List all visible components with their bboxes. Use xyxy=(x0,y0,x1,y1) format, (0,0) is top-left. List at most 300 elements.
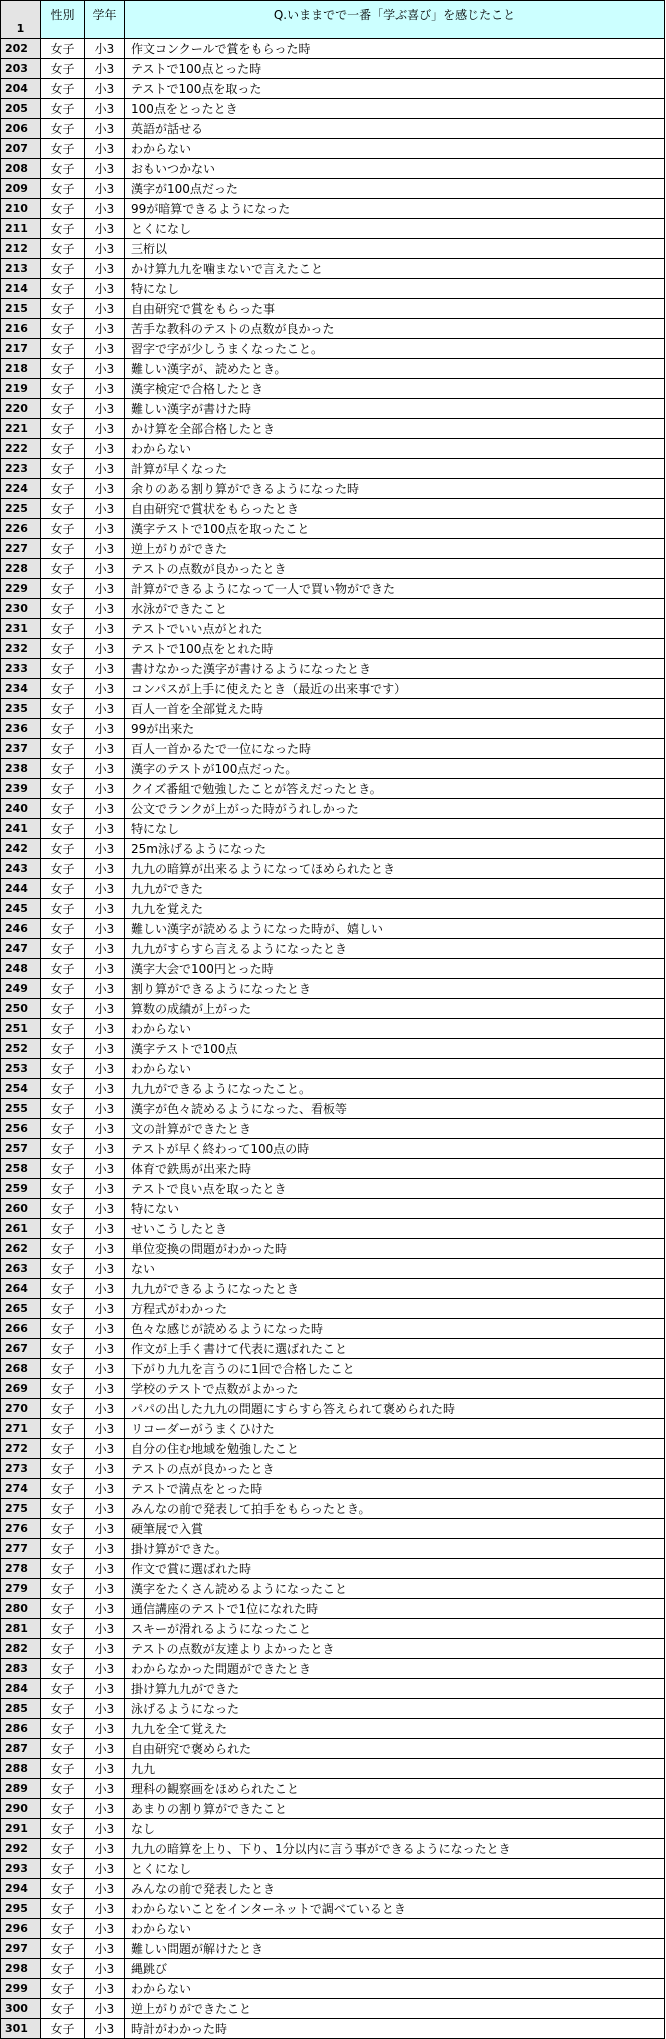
answer-cell[interactable]: テストの点数が良かったとき xyxy=(125,559,665,579)
row-number-cell[interactable]: 212 xyxy=(1,239,41,259)
answer-cell[interactable]: ない xyxy=(125,1259,665,1279)
sex-cell[interactable]: 女子 xyxy=(41,1179,85,1199)
answer-cell[interactable]: 体育で鉄馬が出来た時 xyxy=(125,1159,665,1179)
row-number-cell[interactable]: 287 xyxy=(1,1739,41,1759)
grade-cell[interactable]: 小3 xyxy=(85,1799,125,1819)
row-number-cell[interactable]: 232 xyxy=(1,639,41,659)
grade-cell[interactable]: 小3 xyxy=(85,119,125,139)
answer-cell[interactable]: 泳げるようになった xyxy=(125,1699,665,1719)
row-number-cell[interactable]: 285 xyxy=(1,1699,41,1719)
grade-cell[interactable]: 小3 xyxy=(85,779,125,799)
row-number-cell[interactable]: 261 xyxy=(1,1219,41,1239)
row-number-cell[interactable]: 237 xyxy=(1,739,41,759)
sex-cell[interactable]: 女子 xyxy=(41,1979,85,1999)
grade-cell[interactable]: 小3 xyxy=(85,1399,125,1419)
answer-cell[interactable]: 漢字テストで100点 xyxy=(125,1039,665,1059)
row-number-cell[interactable]: 253 xyxy=(1,1059,41,1079)
sex-cell[interactable]: 女子 xyxy=(41,279,85,299)
row-number-cell[interactable]: 215 xyxy=(1,299,41,319)
sex-cell[interactable]: 女子 xyxy=(41,1379,85,1399)
row-number-cell[interactable]: 213 xyxy=(1,259,41,279)
grade-cell[interactable]: 小3 xyxy=(85,1979,125,1999)
grade-cell[interactable]: 小3 xyxy=(85,1039,125,1059)
answer-cell[interactable]: 硬筆展で入賞 xyxy=(125,1519,665,1539)
grade-cell[interactable]: 小3 xyxy=(85,859,125,879)
answer-cell[interactable]: 単位変換の問題がわかった時 xyxy=(125,1239,665,1259)
answer-cell[interactable]: 逆上がりができたこと xyxy=(125,1999,665,2019)
row-number-cell[interactable]: 273 xyxy=(1,1459,41,1479)
answer-cell[interactable]: 九九の暗算が出来るようになってほめられたとき xyxy=(125,859,665,879)
sex-cell[interactable]: 女子 xyxy=(41,219,85,239)
grade-cell[interactable]: 小3 xyxy=(85,2019,125,2039)
answer-cell[interactable]: 自由研究で賞をもらった事 xyxy=(125,299,665,319)
grade-cell[interactable]: 小3 xyxy=(85,1019,125,1039)
grade-cell[interactable]: 小3 xyxy=(85,1439,125,1459)
answer-cell[interactable]: 自由研究で賞状をもらったとき xyxy=(125,499,665,519)
sex-cell[interactable]: 女子 xyxy=(41,1579,85,1599)
sex-cell[interactable]: 女子 xyxy=(41,999,85,1019)
answer-cell[interactable]: とくになし xyxy=(125,219,665,239)
answer-cell[interactable]: みんなの前で発表して拍手をもらったとき。 xyxy=(125,1499,665,1519)
grade-cell[interactable]: 小3 xyxy=(85,519,125,539)
row-number-cell[interactable]: 281 xyxy=(1,1619,41,1639)
grade-cell[interactable]: 小3 xyxy=(85,1339,125,1359)
column-header-question[interactable]: Q.いままでで一番「学ぶ喜び」を感じたこと xyxy=(125,1,665,39)
grade-cell[interactable]: 小3 xyxy=(85,1119,125,1139)
sex-cell[interactable]: 女子 xyxy=(41,1639,85,1659)
grade-cell[interactable]: 小3 xyxy=(85,1079,125,1099)
answer-cell[interactable]: 三桁以 xyxy=(125,239,665,259)
grade-cell[interactable]: 小3 xyxy=(85,739,125,759)
answer-cell[interactable]: 九九ができた xyxy=(125,879,665,899)
grade-cell[interactable]: 小3 xyxy=(85,1899,125,1919)
grade-cell[interactable]: 小3 xyxy=(85,79,125,99)
sex-cell[interactable]: 女子 xyxy=(41,439,85,459)
grade-cell[interactable]: 小3 xyxy=(85,679,125,699)
grade-cell[interactable]: 小3 xyxy=(85,99,125,119)
grade-cell[interactable]: 小3 xyxy=(85,639,125,659)
answer-cell[interactable]: 算数の成績が上がった xyxy=(125,999,665,1019)
sex-cell[interactable]: 女子 xyxy=(41,639,85,659)
row-number-cell[interactable]: 289 xyxy=(1,1779,41,1799)
row-number-cell[interactable]: 293 xyxy=(1,1859,41,1879)
row-number-cell[interactable]: 282 xyxy=(1,1639,41,1659)
row-number-cell[interactable]: 250 xyxy=(1,999,41,1019)
answer-cell[interactable]: とくになし xyxy=(125,1859,665,1879)
answer-cell[interactable]: あまりの割り算ができたこと xyxy=(125,1799,665,1819)
answer-cell[interactable]: 漢字をたくさん読めるようになったこと xyxy=(125,1579,665,1599)
answer-cell[interactable]: 学校のテストで点数がよかった xyxy=(125,1379,665,1399)
sex-cell[interactable]: 女子 xyxy=(41,139,85,159)
sex-cell[interactable]: 女子 xyxy=(41,1059,85,1079)
grade-cell[interactable]: 小3 xyxy=(85,1219,125,1239)
row-number-cell[interactable]: 262 xyxy=(1,1239,41,1259)
answer-cell[interactable]: 文の計算ができたとき xyxy=(125,1119,665,1139)
row-number-cell[interactable]: 209 xyxy=(1,179,41,199)
answer-cell[interactable]: テストでいい点がとれた xyxy=(125,619,665,639)
row-number-cell[interactable]: 207 xyxy=(1,139,41,159)
sex-cell[interactable]: 女子 xyxy=(41,239,85,259)
row-number-cell[interactable]: 246 xyxy=(1,919,41,939)
answer-cell[interactable]: 掛け算九九ができた xyxy=(125,1679,665,1699)
answer-cell[interactable]: テストで100点を取った xyxy=(125,79,665,99)
sex-cell[interactable]: 女子 xyxy=(41,1319,85,1339)
grade-cell[interactable]: 小3 xyxy=(85,899,125,919)
row-number-cell[interactable]: 296 xyxy=(1,1919,41,1939)
grade-cell[interactable]: 小3 xyxy=(85,279,125,299)
answer-cell[interactable]: 特になし xyxy=(125,819,665,839)
grade-cell[interactable]: 小3 xyxy=(85,1959,125,1979)
grade-cell[interactable]: 小3 xyxy=(85,719,125,739)
grade-cell[interactable]: 小3 xyxy=(85,199,125,219)
answer-cell[interactable]: パパの出した九九の問題にすらすら答えられて褒められた時 xyxy=(125,1399,665,1419)
row-number-cell[interactable]: 249 xyxy=(1,979,41,999)
sex-cell[interactable]: 女子 xyxy=(41,39,85,59)
sex-cell[interactable]: 女子 xyxy=(41,59,85,79)
grade-cell[interactable]: 小3 xyxy=(85,359,125,379)
sex-cell[interactable]: 女子 xyxy=(41,1879,85,1899)
sex-cell[interactable]: 女子 xyxy=(41,1339,85,1359)
row-number-cell[interactable]: 202 xyxy=(1,39,41,59)
sex-cell[interactable]: 女子 xyxy=(41,199,85,219)
grade-cell[interactable]: 小3 xyxy=(85,559,125,579)
row-number-cell[interactable]: 219 xyxy=(1,379,41,399)
sex-cell[interactable]: 女子 xyxy=(41,1999,85,2019)
sex-cell[interactable]: 女子 xyxy=(41,719,85,739)
row-number-cell[interactable]: 229 xyxy=(1,579,41,599)
sex-cell[interactable]: 女子 xyxy=(41,1139,85,1159)
row-number-cell[interactable]: 268 xyxy=(1,1359,41,1379)
answer-cell[interactable]: スキーが滑れるようになったこと xyxy=(125,1619,665,1639)
row-number-cell[interactable]: 264 xyxy=(1,1279,41,1299)
answer-cell[interactable]: 作文が上手く書けて代表に選ばれたこと xyxy=(125,1339,665,1359)
grade-cell[interactable]: 小3 xyxy=(85,1719,125,1739)
grade-cell[interactable]: 小3 xyxy=(85,579,125,599)
grade-cell[interactable]: 小3 xyxy=(85,399,125,419)
answer-cell[interactable]: 漢字検定で合格したとき xyxy=(125,379,665,399)
sex-cell[interactable]: 女子 xyxy=(41,1539,85,1559)
grade-cell[interactable]: 小3 xyxy=(85,139,125,159)
answer-cell[interactable]: リコーダーがうまくひけた xyxy=(125,1419,665,1439)
grade-cell[interactable]: 小3 xyxy=(85,59,125,79)
row-number-cell[interactable]: 257 xyxy=(1,1139,41,1159)
answer-cell[interactable]: わからないことをインターネットで調べているとき xyxy=(125,1899,665,1919)
row-number-cell[interactable]: 216 xyxy=(1,319,41,339)
sex-cell[interactable]: 女子 xyxy=(41,779,85,799)
row-number-cell[interactable]: 214 xyxy=(1,279,41,299)
sex-cell[interactable]: 女子 xyxy=(41,759,85,779)
grade-cell[interactable]: 小3 xyxy=(85,419,125,439)
grade-cell[interactable]: 小3 xyxy=(85,1819,125,1839)
answer-cell[interactable]: 計算が早くなった xyxy=(125,459,665,479)
sex-cell[interactable]: 女子 xyxy=(41,419,85,439)
answer-cell[interactable]: 漢字が100点だった xyxy=(125,179,665,199)
row-number-cell[interactable]: 222 xyxy=(1,439,41,459)
sex-cell[interactable]: 女子 xyxy=(41,1159,85,1179)
grade-cell[interactable]: 小3 xyxy=(85,479,125,499)
grade-cell[interactable]: 小3 xyxy=(85,259,125,279)
sex-cell[interactable]: 女子 xyxy=(41,1919,85,1939)
answer-cell[interactable]: 九九を覚えた xyxy=(125,899,665,919)
sex-cell[interactable]: 女子 xyxy=(41,1739,85,1759)
row-number-cell[interactable]: 276 xyxy=(1,1519,41,1539)
answer-cell[interactable]: 九九ができるようになったとき xyxy=(125,1279,665,1299)
sex-cell[interactable]: 女子 xyxy=(41,1099,85,1119)
answer-cell[interactable]: 下がり九九を言うのに1回で合格したこと xyxy=(125,1359,665,1379)
answer-cell[interactable]: テストで満点をとった時 xyxy=(125,1479,665,1499)
sex-cell[interactable]: 女子 xyxy=(41,259,85,279)
sex-cell[interactable]: 女子 xyxy=(41,799,85,819)
row-number-cell[interactable]: 256 xyxy=(1,1119,41,1139)
row-number-cell[interactable]: 291 xyxy=(1,1819,41,1839)
answer-cell[interactable]: 99が暗算できるようになった xyxy=(125,199,665,219)
row-number-cell[interactable]: 266 xyxy=(1,1319,41,1339)
grade-cell[interactable]: 小3 xyxy=(85,659,125,679)
row-number-cell[interactable]: 272 xyxy=(1,1439,41,1459)
row-number-cell[interactable]: 301 xyxy=(1,2019,41,2039)
sex-cell[interactable]: 女子 xyxy=(41,1659,85,1679)
answer-cell[interactable]: 百人一首かるたで一位になった時 xyxy=(125,739,665,759)
grade-cell[interactable]: 小3 xyxy=(85,1779,125,1799)
grade-cell[interactable]: 小3 xyxy=(85,1659,125,1679)
sex-cell[interactable]: 女子 xyxy=(41,299,85,319)
sex-cell[interactable]: 女子 xyxy=(41,1199,85,1219)
sex-cell[interactable]: 女子 xyxy=(41,1799,85,1819)
sex-cell[interactable]: 女子 xyxy=(41,1839,85,1859)
row-number-cell[interactable]: 295 xyxy=(1,1899,41,1919)
sex-cell[interactable]: 女子 xyxy=(41,939,85,959)
sex-cell[interactable]: 女子 xyxy=(41,1439,85,1459)
grade-cell[interactable]: 小3 xyxy=(85,499,125,519)
sex-cell[interactable]: 女子 xyxy=(41,319,85,339)
sex-cell[interactable]: 女子 xyxy=(41,339,85,359)
sex-cell[interactable]: 女子 xyxy=(41,119,85,139)
row-number-cell[interactable]: 247 xyxy=(1,939,41,959)
sex-cell[interactable]: 女子 xyxy=(41,1359,85,1379)
grade-cell[interactable]: 小3 xyxy=(85,1259,125,1279)
row-number-cell[interactable]: 260 xyxy=(1,1199,41,1219)
sex-cell[interactable]: 女子 xyxy=(41,899,85,919)
sex-cell[interactable]: 女子 xyxy=(41,1779,85,1799)
answer-cell[interactable]: わからなかった問題ができたとき xyxy=(125,1659,665,1679)
sex-cell[interactable]: 女子 xyxy=(41,1939,85,1959)
row-number-cell[interactable]: 241 xyxy=(1,819,41,839)
row-number-cell[interactable]: 217 xyxy=(1,339,41,359)
row-number-cell[interactable]: 251 xyxy=(1,1019,41,1039)
row-number-cell[interactable]: 270 xyxy=(1,1399,41,1419)
answer-cell[interactable]: 習字で字が少しうまくなったこと。 xyxy=(125,339,665,359)
grade-cell[interactable]: 小3 xyxy=(85,1599,125,1619)
sex-cell[interactable]: 女子 xyxy=(41,739,85,759)
grade-cell[interactable]: 小3 xyxy=(85,219,125,239)
sex-cell[interactable]: 女子 xyxy=(41,179,85,199)
row-number-cell[interactable]: 227 xyxy=(1,539,41,559)
sex-cell[interactable]: 女子 xyxy=(41,839,85,859)
answer-cell[interactable]: わからない xyxy=(125,1979,665,1999)
sex-cell[interactable]: 女子 xyxy=(41,1259,85,1279)
answer-cell[interactable]: かけ算を全部合格したとき xyxy=(125,419,665,439)
answer-cell[interactable]: 漢字のテストが100点だった。 xyxy=(125,759,665,779)
answer-cell[interactable]: 九九 xyxy=(125,1759,665,1779)
answer-cell[interactable]: おもいつかない xyxy=(125,159,665,179)
row-number-cell[interactable]: 210 xyxy=(1,199,41,219)
answer-cell[interactable]: せいこうしたとき xyxy=(125,1219,665,1239)
grade-cell[interactable]: 小3 xyxy=(85,959,125,979)
sex-cell[interactable]: 女子 xyxy=(41,879,85,899)
grade-cell[interactable]: 小3 xyxy=(85,819,125,839)
answer-cell[interactable]: クイズ番組で勉強したことが答えだったとき。 xyxy=(125,779,665,799)
answer-cell[interactable]: 作文で賞に選ばれた時 xyxy=(125,1559,665,1579)
sex-cell[interactable]: 女子 xyxy=(41,1119,85,1139)
grade-cell[interactable]: 小3 xyxy=(85,1699,125,1719)
row-number-cell[interactable]: 245 xyxy=(1,899,41,919)
grade-cell[interactable]: 小3 xyxy=(85,319,125,339)
row-number-cell[interactable]: 279 xyxy=(1,1579,41,1599)
answer-cell[interactable]: 色々な感じが読めるようになった時 xyxy=(125,1319,665,1339)
row-number-cell[interactable]: 243 xyxy=(1,859,41,879)
sex-cell[interactable]: 女子 xyxy=(41,99,85,119)
sex-cell[interactable]: 女子 xyxy=(41,1499,85,1519)
sex-cell[interactable]: 女子 xyxy=(41,859,85,879)
grade-cell[interactable]: 小3 xyxy=(85,1359,125,1379)
row-number-cell[interactable]: 234 xyxy=(1,679,41,699)
column-header-grade[interactable]: 学年 xyxy=(85,1,125,39)
row-number-cell[interactable]: 224 xyxy=(1,479,41,499)
grade-cell[interactable]: 小3 xyxy=(85,1199,125,1219)
answer-cell[interactable]: テストで100点とった時 xyxy=(125,59,665,79)
row-number-cell[interactable]: 254 xyxy=(1,1079,41,1099)
answer-cell[interactable]: 理科の観察画をほめられたこと xyxy=(125,1779,665,1799)
answer-cell[interactable]: 漢字テストで100点を取ったこと xyxy=(125,519,665,539)
grade-cell[interactable]: 小3 xyxy=(85,1539,125,1559)
row-number-cell[interactable]: 300 xyxy=(1,1999,41,2019)
sex-cell[interactable]: 女子 xyxy=(41,1899,85,1919)
sex-cell[interactable]: 女子 xyxy=(41,619,85,639)
sex-cell[interactable]: 女子 xyxy=(41,1279,85,1299)
sex-cell[interactable]: 女子 xyxy=(41,1699,85,1719)
answer-cell[interactable]: 99が出来た xyxy=(125,719,665,739)
grade-cell[interactable]: 小3 xyxy=(85,879,125,899)
answer-cell[interactable]: 百人一首を全部覚えた時 xyxy=(125,699,665,719)
sex-cell[interactable]: 女子 xyxy=(41,379,85,399)
row-number-cell[interactable]: 297 xyxy=(1,1939,41,1959)
answer-cell[interactable]: 100点をとったとき xyxy=(125,99,665,119)
grade-cell[interactable]: 小3 xyxy=(85,1879,125,1899)
column-header-sex[interactable]: 性別 xyxy=(41,1,85,39)
answer-cell[interactable]: 九九を全て覚えた xyxy=(125,1719,665,1739)
sex-cell[interactable]: 女子 xyxy=(41,499,85,519)
answer-cell[interactable]: かけ算九九を噛まないで言えたこと xyxy=(125,259,665,279)
row-number-cell[interactable]: 269 xyxy=(1,1379,41,1399)
row-number-cell[interactable]: 240 xyxy=(1,799,41,819)
grade-cell[interactable]: 小3 xyxy=(85,839,125,859)
grade-cell[interactable]: 小3 xyxy=(85,599,125,619)
grade-cell[interactable]: 小3 xyxy=(85,919,125,939)
sex-cell[interactable]: 女子 xyxy=(41,1759,85,1779)
row-number-cell[interactable]: 248 xyxy=(1,959,41,979)
grade-cell[interactable]: 小3 xyxy=(85,619,125,639)
answer-cell[interactable]: テストで100点をとれた時 xyxy=(125,639,665,659)
grade-cell[interactable]: 小3 xyxy=(85,1099,125,1119)
grade-cell[interactable]: 小3 xyxy=(85,1299,125,1319)
row-number-cell[interactable]: 258 xyxy=(1,1159,41,1179)
answer-cell[interactable]: 自分の住む地域を勉強したこと xyxy=(125,1439,665,1459)
sex-cell[interactable]: 女子 xyxy=(41,959,85,979)
grade-cell[interactable]: 小3 xyxy=(85,159,125,179)
answer-cell[interactable]: わからない xyxy=(125,1019,665,1039)
grade-cell[interactable]: 小3 xyxy=(85,1999,125,2019)
sex-cell[interactable]: 女子 xyxy=(41,1619,85,1639)
row-number-cell[interactable]: 211 xyxy=(1,219,41,239)
grade-cell[interactable]: 小3 xyxy=(85,1139,125,1159)
grade-cell[interactable]: 小3 xyxy=(85,1179,125,1199)
sex-cell[interactable]: 女子 xyxy=(41,1239,85,1259)
answer-cell[interactable]: 難しい漢字が読めるようになった時が、嬉しい xyxy=(125,919,665,939)
sex-cell[interactable]: 女子 xyxy=(41,1819,85,1839)
answer-cell[interactable]: わからない xyxy=(125,1059,665,1079)
answer-cell[interactable]: 難しい漢字が、読めたとき。 xyxy=(125,359,665,379)
sex-cell[interactable]: 女子 xyxy=(41,2019,85,2039)
row-number-cell[interactable]: 208 xyxy=(1,159,41,179)
grade-cell[interactable]: 小3 xyxy=(85,1059,125,1079)
row-number-cell[interactable]: 263 xyxy=(1,1259,41,1279)
row-number-cell[interactable]: 298 xyxy=(1,1959,41,1979)
row-number-cell[interactable]: 299 xyxy=(1,1979,41,1999)
sex-cell[interactable]: 女子 xyxy=(41,1419,85,1439)
sex-cell[interactable]: 女子 xyxy=(41,1079,85,1099)
grade-cell[interactable]: 小3 xyxy=(85,1739,125,1759)
grade-cell[interactable]: 小3 xyxy=(85,1839,125,1859)
answer-cell[interactable]: 特にない xyxy=(125,1199,665,1219)
row-number-cell[interactable]: 238 xyxy=(1,759,41,779)
row-number-cell[interactable]: 204 xyxy=(1,79,41,99)
row-number-cell[interactable]: 267 xyxy=(1,1339,41,1359)
grade-cell[interactable]: 小3 xyxy=(85,1859,125,1879)
sex-cell[interactable]: 女子 xyxy=(41,1679,85,1699)
grade-cell[interactable]: 小3 xyxy=(85,1159,125,1179)
row-number-cell[interactable]: 288 xyxy=(1,1759,41,1779)
answer-cell[interactable]: 水泳ができたこと xyxy=(125,599,665,619)
row-number-cell[interactable]: 292 xyxy=(1,1839,41,1859)
grade-cell[interactable]: 小3 xyxy=(85,759,125,779)
sex-cell[interactable]: 女子 xyxy=(41,1399,85,1419)
row-number-cell[interactable]: 283 xyxy=(1,1659,41,1679)
row-number-cell[interactable]: 231 xyxy=(1,619,41,639)
answer-cell[interactable]: 九九の暗算を上り、下り、1分以内に言う事ができるようになったとき xyxy=(125,1839,665,1859)
row-number-cell[interactable]: 280 xyxy=(1,1599,41,1619)
row-number-cell[interactable]: 252 xyxy=(1,1039,41,1059)
answer-cell[interactable]: 25m泳げるようになった xyxy=(125,839,665,859)
sex-cell[interactable]: 女子 xyxy=(41,1559,85,1579)
row-number-cell[interactable]: 233 xyxy=(1,659,41,679)
grade-cell[interactable]: 小3 xyxy=(85,1619,125,1639)
sex-cell[interactable]: 女子 xyxy=(41,579,85,599)
row-header-1[interactable]: 1 xyxy=(1,1,41,39)
answer-cell[interactable]: わからない xyxy=(125,139,665,159)
sex-cell[interactable]: 女子 xyxy=(41,919,85,939)
grade-cell[interactable]: 小3 xyxy=(85,699,125,719)
row-number-cell[interactable]: 226 xyxy=(1,519,41,539)
answer-cell[interactable]: みんなの前で発表したとき xyxy=(125,1879,665,1899)
grade-cell[interactable]: 小3 xyxy=(85,179,125,199)
sex-cell[interactable]: 女子 xyxy=(41,479,85,499)
grade-cell[interactable]: 小3 xyxy=(85,999,125,1019)
answer-cell[interactable]: 書けなかった漢字が書けるようになったとき xyxy=(125,659,665,679)
sex-cell[interactable]: 女子 xyxy=(41,679,85,699)
grade-cell[interactable]: 小3 xyxy=(85,379,125,399)
answer-cell[interactable]: 漢字が色々読めるようになった、看板等 xyxy=(125,1099,665,1119)
sex-cell[interactable]: 女子 xyxy=(41,1299,85,1319)
